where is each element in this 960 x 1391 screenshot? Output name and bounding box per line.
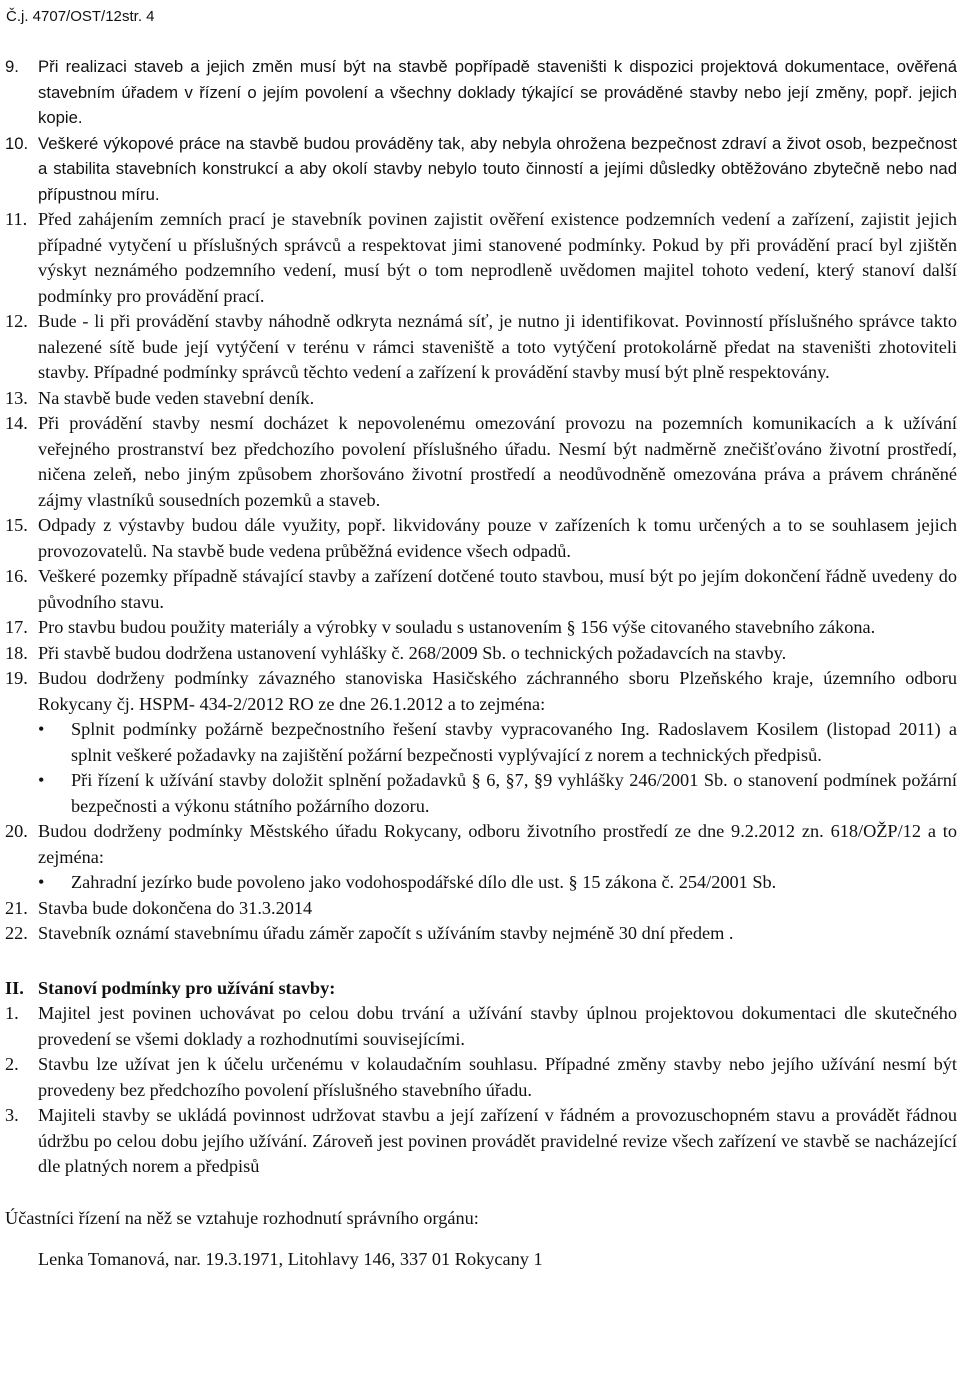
item-text: Při stavbě budou dodržena ustanovení vyhlášky č. 268/2009 Sb. o technických požadavcích na stavby. (38, 642, 787, 663)
item-text: Bude - li při provádění stavby náhodně odkryta neznámá síť, je nutno ji identifikovat. Povinností příslušného správce takto nalezené sítě bude její vytýčení v terénu v rámci staveniště a toto vytýčení protokolárně předat na staveništi zhotoviteli stavby. Případné podmínky správců těchto vedení a zařízení k provádění stavby musí být plně respektovány. (38, 311, 957, 382)
page-header (6, 6, 946, 28)
item-number: 11. (5, 209, 28, 229)
item-number: 2. (5, 1054, 19, 1074)
condition-item (5, 921, 957, 947)
condition-item (5, 131, 957, 208)
bullet-list (38, 870, 957, 896)
usage-condition-item (5, 1001, 957, 1052)
item-text: Stavba bude dokončena do 31.3.2014 (38, 897, 313, 918)
item-number: 12. (5, 311, 28, 331)
item-text: Veškeré pozemky případně stávající stavby a zařízení dotčené touto stavbou, musí být po jejím dokončení řádně uvedeny do původního stavu. (38, 566, 957, 612)
condition-item (5, 207, 957, 309)
item-text: Veškeré výkopové práce na stavbě budou prováděny tak, aby nebyla ohrožena bezpečnost zdraví a život osob, bezpečnost a stabilita stavebních konstrukcí a aby okolí stavby nebylo touto činností a jejími důsledky obtěžováno zbytečně nebo nad přípustnou míru. (38, 133, 957, 204)
bullet-dot-icon: • (38, 719, 45, 739)
item-text: Při provádění stavby nesmí docházet k nepovolenému omezování provozu na pozemních komunikacích a k užívání veřejného prostranství bez předchozího povolení příslušného úřadu. Nesmí být nadměrně znečišťováno životní prostředí, ničena zeleň, nebo jiným způsobem zhoršováno životní prostředí a neodůvodněně omezována práva a právem chráněné zájmy vlastníků sousedních pozemků a staveb. (38, 413, 957, 510)
bullet-dot-icon: • (38, 872, 45, 892)
usage-condition-item (5, 1103, 957, 1180)
document-reference: Č.j. 4707/OST/12 (6, 8, 122, 25)
item-text: Stavbu lze užívat jen k účelu určenému v kolaudačním souhlasu. Případné změny stavby nebo jejího užívání nesmí být provedeny bez předchozího povolení příslušného stavebního úřadu. (38, 1054, 957, 1100)
conditions-list (5, 54, 957, 947)
page-number: str. 4 (122, 8, 155, 25)
item-number: 14. (5, 413, 28, 433)
item-number: 15. (5, 515, 28, 535)
usage-condition-item (5, 1052, 957, 1103)
condition-item (5, 615, 957, 641)
section-heading (5, 976, 957, 1002)
document-body (5, 54, 957, 1273)
condition-item (5, 411, 957, 513)
item-text: Pro stavbu budou použity materiály a výrobky v souladu s ustanovením § 156 výše citovaného stavebního zákona. (38, 617, 876, 637)
bullet-text: Splnit podmínky požárně bezpečnostního řešení stavby vypracovaného Ing. Radoslavem Kosilem (listopad 2011) a splnit veškeré požadavky na zajištění požární bezpečnosti vyplývající z norem a technických předpisů. (71, 719, 957, 765)
condition-item (5, 896, 957, 922)
item-number: 17. (5, 617, 28, 637)
bullet-list (38, 717, 957, 819)
condition-item (5, 641, 957, 667)
condition-item (5, 666, 957, 819)
bullet-text: Zahradní jezírko bude povoleno jako vodohospodářské dílo dle ust. § 15 zákona č. 254/2001 Sb. (71, 872, 777, 892)
item-number: 3. (5, 1105, 19, 1125)
item-text: Budou dodrženy podmínky závazného stanoviska Hasičského záchranného sboru Plzeňského kraje, územního odboru Rokycany čj. HSPM- 434-2/2012 RO ze dne 26.1.2012 a to zejména: (38, 668, 957, 714)
condition-item (5, 513, 957, 564)
bullet-item (38, 870, 957, 896)
bullet-dot-icon: • (38, 770, 45, 790)
participants-label: Účastníci řízení na něž se vztahuje rozhodnutí správního orgánu: (5, 1207, 479, 1228)
bullet-item (38, 717, 957, 768)
condition-item (5, 386, 957, 412)
bullet-item (38, 768, 957, 819)
bullet-text: Při řízení k užívání stavby doložit splnění požadavků § 6, §7, §9 vyhlášky 246/2001 Sb. o stanovení podmínek požární bezpečnosti a výkonu státního požárního dozoru. (71, 770, 957, 816)
item-number: 20. (5, 821, 28, 841)
item-text: Majiteli stavby se ukládá povinnost udržovat stavbu a její zařízení v řádném a provozuschopném stavu a provádět řádnou údržbu po celou dobu jejího užívání. Zároveň jest povinen provádět pravidelné revize všech zařízení ve stavbě se nacházející dle platných norem a předpisů (38, 1105, 957, 1176)
item-number: 16. (5, 566, 28, 586)
condition-item (5, 54, 957, 131)
item-number: 18. (5, 642, 28, 663)
item-text: Před zahájením zemních prací je stavebník povinen zajistit ověření existence podzemních vedení a zařízení, zajistit jejich případné vytyčení u příslušných správců a respektovat jimi stanovené podmínky. Pokud by při provádění prací byl zjištěn výskyt neznámého podzemního vedení, musí být o tom neprodleně uvědomen majitel tohoto vedení, který stanoví další podmínky pro provádění prací. (38, 209, 957, 306)
item-text: Na stavbě bude veden stavební deník. (38, 387, 315, 408)
condition-item (5, 309, 957, 386)
item-number: 19. (5, 668, 28, 688)
participant-entry: Lenka Tomanová, nar. 19.3.1971, Litohlavy 146, 337 01 Rokycany 1 (38, 1249, 543, 1269)
item-number: 22. (5, 923, 28, 943)
condition-item (5, 819, 957, 896)
item-text: Stavebník oznámí stavebnímu úřadu záměr započít s užíváním stavby nejméně 30 dní předem . (38, 923, 734, 943)
item-number: 21. (5, 897, 28, 918)
item-number: 9. (5, 57, 19, 76)
item-text: Odpady z výstavby budou dále využity, popř. likvidovány pouze v zařízeních k tomu určených a to se souhlasem jejich provozovatelů. Na stavbě bude vedena průběžná evidence všech odpadů. (38, 515, 957, 561)
item-text: Budou dodrženy podmínky Městského úřadu Rokycany, odboru životního prostředí ze dne 9.2.2012 zn. 618/OŽP/12 a to zejména: (38, 821, 957, 867)
section-title: Stanoví podmínky pro užívání stavby: (38, 977, 336, 998)
item-text: Majitel jest povinen uchovávat po celou dobu trvání a užívání stavby úplnou projektovou dokumentaci dle skutečného provedení se všemi doklady a rozhodnutími souvisejícími. (38, 1003, 957, 1049)
condition-item (5, 564, 957, 615)
section-number: II. (5, 977, 24, 998)
item-text: Při realizaci staveb a jejich změn musí být na stavbě popřípadě staveništi k dispozici projektová dokumentace, ověřená stavebním úřadem v řízení o jejím povolení a všechny doklady týkající se prováděné stavby nebo její změny, popř. jejich kopie. (38, 57, 957, 127)
item-number: 1. (5, 1003, 19, 1023)
item-number: 13. (5, 387, 28, 408)
item-number: 10. (5, 133, 29, 153)
usage-conditions-list (5, 1001, 957, 1180)
